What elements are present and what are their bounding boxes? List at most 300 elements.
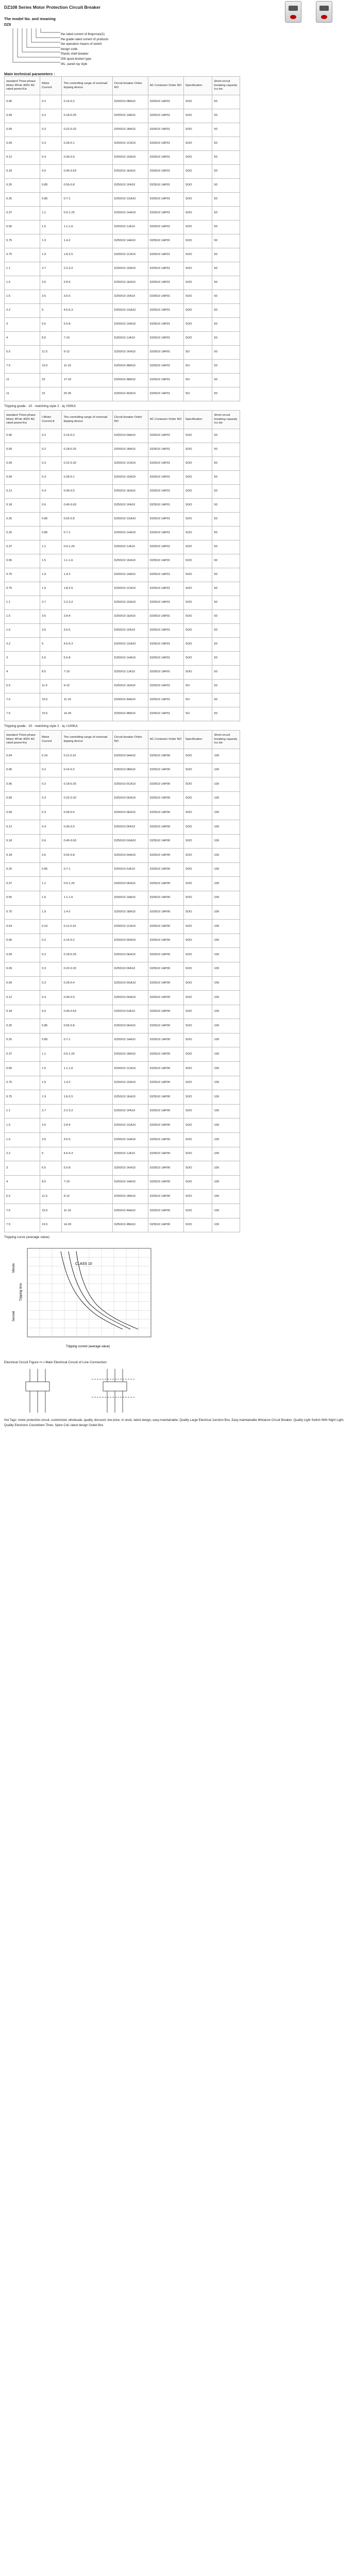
- table-cell: SOO: [183, 920, 212, 934]
- table-header-cell: The controlling range of overload tripping device: [62, 77, 112, 95]
- table-cell: DZ50/10 1GA10: [112, 193, 148, 207]
- table-header-cell: Short-circuit breaking capacity Icu kw: [212, 411, 240, 429]
- table-cell: 0.37: [5, 1047, 40, 1062]
- table-cell: DZ50/10 1EA10: [112, 610, 148, 624]
- table-cell: 100: [212, 806, 240, 820]
- table-row: [5, 1104, 240, 1118]
- table-cell: 0.12: [5, 485, 40, 499]
- table-cell: DZ9510 1AP00: [148, 1033, 183, 1047]
- table-cell: 0.37: [5, 540, 40, 554]
- table-cell: DZ50/10 1GA10: [112, 638, 148, 652]
- table-row: [5, 582, 240, 596]
- table-cell: DZ50/10 4AA10: [112, 693, 148, 707]
- table-cell: DZ9510 1AP01: [148, 680, 183, 693]
- table-cell: 50: [212, 318, 240, 332]
- table-cell: DZ50/10 1BA10: [112, 1190, 148, 1204]
- table-cell: SOO: [183, 276, 212, 290]
- table-cell: DZ9510 1AP01: [148, 707, 183, 721]
- table-cell: 50: [212, 276, 240, 290]
- table-cell: DZ50/10 1DA10: [112, 596, 148, 610]
- table-cell: 0.7-1: [62, 862, 112, 877]
- table-cell: 4: [5, 332, 40, 346]
- table-cell: 0.4: [40, 991, 62, 1005]
- table-cell: SO: [183, 387, 212, 401]
- table-cell: DZ9510 1AP01: [148, 582, 183, 596]
- table-cell: 0.09: [5, 123, 40, 137]
- table-cell: DZ50/10 1BA10: [112, 1047, 148, 1062]
- table-cell: DZ9510 1AP01: [148, 540, 183, 554]
- table-cell: 0.09: [5, 137, 40, 151]
- table-cell: 50: [212, 360, 240, 374]
- table-cell: 0.22-0.32: [62, 791, 112, 806]
- table-cell: 0.12: [5, 820, 40, 834]
- table-cell: 15.5: [40, 707, 62, 721]
- table-cell: DZ9510 1AP00: [148, 1062, 183, 1076]
- table-cell: 0.09: [5, 791, 40, 806]
- table-cell: DZ50/10 1HA10: [112, 652, 148, 666]
- table-cell: 0.22-0.32: [62, 123, 112, 137]
- table-cell: SOO: [183, 234, 212, 248]
- table-cell: 6.5: [40, 318, 62, 332]
- table-cell: SOO: [183, 1076, 212, 1090]
- table-row: [5, 332, 240, 346]
- table-cell: SO: [183, 707, 212, 721]
- table-cell: 1.1-1.6: [62, 554, 112, 568]
- table-cell: 3.5: [40, 1133, 62, 1147]
- table-cell: 8.5: [40, 1175, 62, 1190]
- table-cell: 1.5: [40, 554, 62, 568]
- model-desc-item: WL- panel ray style: [61, 62, 88, 66]
- table-cell: 50: [212, 332, 240, 346]
- table-cell: 50: [212, 554, 240, 568]
- table-cell: 0.25: [5, 179, 40, 193]
- table-cell: 3: [5, 652, 40, 666]
- table-cell: SOO: [183, 429, 212, 443]
- table-cell: DZ50/10 4AA10: [112, 1204, 148, 1218]
- table-header-cell: Specification: [183, 77, 212, 95]
- table-row: [5, 962, 240, 976]
- table-cell: 0.9-1.25: [62, 1047, 112, 1062]
- table-cell: 0.25: [5, 527, 40, 540]
- table-cell: 0.75: [5, 248, 40, 262]
- table-cell: 0.09: [5, 457, 40, 471]
- model-desc-item: Plastic shell breaker: [61, 53, 89, 56]
- table-cell: SOO: [183, 304, 212, 318]
- table-cell: DZ50/10 1EA10: [112, 1090, 148, 1105]
- table-cell: 1.9: [40, 234, 62, 248]
- table-cell: DZ9510 1AP01: [148, 485, 183, 499]
- table-cell: DZ9510 1AP00: [148, 862, 183, 877]
- table-cell: 100: [212, 1118, 240, 1133]
- table-cell: 0.25: [5, 1033, 40, 1047]
- table-row: [5, 820, 240, 834]
- table-cell: 1.5: [40, 1062, 62, 1076]
- table-header-cell: standard Three-phase Motor 4Pole 400V AC rated power.Kw: [5, 411, 40, 429]
- table-cell: SOO: [183, 777, 212, 792]
- table-cell: DZ50/10 4DA10: [112, 387, 148, 401]
- table-cell: 0.18-0.25: [62, 109, 112, 123]
- table-cell: 50: [212, 304, 240, 318]
- table-cell: 1.4-2: [62, 1076, 112, 1090]
- table-cell: DZ50/10 0FA10: [112, 820, 148, 834]
- table-cell: SOO: [183, 1019, 212, 1033]
- table-cell: 1.5: [5, 276, 40, 290]
- table-cell: DZ50/10 1HA10: [112, 207, 148, 221]
- table-row: [5, 485, 240, 499]
- table-cell: 0.55-0.8: [62, 179, 112, 193]
- table-cell: DZ9510 1AP01: [148, 318, 183, 332]
- table-row: [5, 680, 240, 693]
- table-cell: SOO: [183, 568, 212, 582]
- table-row: [5, 1033, 240, 1047]
- table-cell: 100: [212, 891, 240, 905]
- table-cell: 100: [212, 1104, 240, 1118]
- table-cell: SOO: [183, 791, 212, 806]
- table-cell: 7.5: [5, 707, 40, 721]
- table-cell: 1.9: [40, 905, 62, 920]
- table-cell: SOO: [183, 582, 212, 596]
- table-cell: 3.5: [40, 624, 62, 638]
- table-row: [5, 834, 240, 849]
- table-cell: 50: [212, 680, 240, 693]
- table-cell: 7.5: [5, 693, 40, 707]
- table-cell: 0.28-0.4: [62, 806, 112, 820]
- table-cell: DZ9510 1AP01: [148, 527, 183, 540]
- table-cell: 2.7: [40, 596, 62, 610]
- table-cell: DZ50/10 1KA10: [112, 346, 148, 360]
- table-cell: 50: [212, 707, 240, 721]
- table-row: [5, 262, 240, 276]
- table-cell: 5: [40, 638, 62, 652]
- table-cell: 0.85: [40, 179, 62, 193]
- table-row: [5, 221, 240, 234]
- table-row: [5, 179, 240, 193]
- table-cell: SOO: [183, 877, 212, 891]
- table-cell: 0.18: [5, 834, 40, 849]
- table-cell: DZ50/10 1JA10: [112, 666, 148, 680]
- params-table-third: [4, 730, 240, 1232]
- table-cell: DZ50/10 1CA10: [112, 582, 148, 596]
- table-header-cell: AC Contactor Order NO: [148, 731, 183, 749]
- table-cell: 100: [212, 1175, 240, 1190]
- table-row: [5, 513, 240, 527]
- table-cell: 3.5-5: [62, 1133, 112, 1147]
- model-desc-item: the operation means of switch: [61, 43, 102, 46]
- table-cell: 100: [212, 1161, 240, 1176]
- table-cell: 0.3: [40, 962, 62, 976]
- table-cell: 0.18: [5, 849, 40, 863]
- curve-yaxis: Tripping time: [20, 1283, 23, 1301]
- table-cell: DZ50/10 1BA10: [112, 905, 148, 920]
- table-row: [5, 304, 240, 318]
- model-desc-item: the rated current of thejurnas(A): [61, 33, 105, 36]
- curve-heading: Tripping curve (average value): [4, 1235, 49, 1240]
- table-cell: 1.9: [40, 1076, 62, 1090]
- table-cell: 0.6: [40, 165, 62, 179]
- table-cell: DZ50/10 0KA10: [112, 1019, 148, 1033]
- table-cell: 0.25: [5, 862, 40, 877]
- table-cell: 0.18: [5, 165, 40, 179]
- table-row: [5, 1175, 240, 1190]
- table-cell: DZ9510 1AP00: [148, 1019, 183, 1033]
- table-cell: 1.5: [5, 610, 40, 624]
- table-cell: 3.5: [40, 610, 62, 624]
- table-row: [5, 193, 240, 207]
- model-desc-item: design code: [61, 47, 78, 51]
- table-cell: DZ9510 1AP00: [148, 806, 183, 820]
- table-row: [5, 360, 240, 374]
- table-cell: DZ50/10 1DA10: [112, 1076, 148, 1090]
- table-cell: 0.16: [40, 920, 62, 934]
- table-cell: 1.9: [40, 1090, 62, 1105]
- table-cell: DZ9510 1AP01: [148, 151, 183, 165]
- table-header-cell: Circuit breaker Order NO: [112, 411, 148, 429]
- table-cell: 1.1: [40, 1047, 62, 1062]
- table-cell: DZ50/10 1JA10: [112, 221, 148, 234]
- table-cell: 0.14-0.2: [62, 763, 112, 777]
- table-cell: 1.5: [5, 1118, 40, 1133]
- table-cell: 0.3: [40, 137, 62, 151]
- table-cell: 0.2: [40, 109, 62, 123]
- table-cell: 100: [212, 1218, 240, 1232]
- table-cell: SOO: [183, 471, 212, 485]
- table-cell: SOO: [183, 318, 212, 332]
- table-row: [5, 374, 240, 387]
- table-cell: 100: [212, 948, 240, 962]
- table-cell: 5.5-8: [62, 1161, 112, 1176]
- table-row: [5, 1118, 240, 1133]
- table-cell: DZ50/10 1KA10: [112, 680, 148, 693]
- circuit-heading: Electrical Circuit Figure /<-/-Main Electrical Circuit of Line Connection: [4, 1361, 107, 1365]
- table-row: [5, 554, 240, 568]
- table-cell: 100: [212, 777, 240, 792]
- table-cell: 0.55: [5, 554, 40, 568]
- table-cell: 0.11-0.16: [62, 749, 112, 764]
- table-cell: DZ50/10 1CA10: [112, 920, 148, 934]
- table-row: [5, 1204, 240, 1218]
- table-cell: DZ50/10 0AA10: [112, 429, 148, 443]
- table-header-cell: Motor Current: [40, 731, 62, 749]
- table-cell: 0.09: [5, 976, 40, 991]
- table-cell: 100: [212, 1062, 240, 1076]
- table-cell: 1.8-2.5: [62, 582, 112, 596]
- table-header-cell: standard Three-phase Motor 4Pole 400V AC rated power.Kw: [5, 731, 40, 749]
- table-cell: DZ50/10 4BA10: [112, 707, 148, 721]
- table-cell: DZ50/10 1EA10: [112, 165, 148, 179]
- model-desc-item: the grade rated current of products: [61, 38, 109, 41]
- table-cell: 4.5-6.3: [62, 304, 112, 318]
- table-cell: DZ9510 1AP00: [148, 834, 183, 849]
- table-cell: 2.2-3.2: [62, 596, 112, 610]
- table-cell: 1.1: [5, 596, 40, 610]
- table-cell: 100: [212, 934, 240, 948]
- curve-class: CLASS 10: [75, 1262, 92, 1266]
- table-row: [5, 123, 240, 137]
- table-cell: DZ50/10 1CA10: [112, 1062, 148, 1076]
- table-cell: DZ50/10 0DA10: [112, 791, 148, 806]
- table-cell: 1.1: [40, 540, 62, 554]
- table-header-cell: I-Motor Current A: [40, 411, 62, 429]
- table-cell: 0.09: [5, 948, 40, 962]
- table-cell: 100: [212, 791, 240, 806]
- table-cell: 1.8-2.5: [62, 248, 112, 262]
- table-cell: DZ50/10 4BA10: [112, 360, 148, 374]
- table-cell: 3.5: [40, 290, 62, 304]
- table-cell: DZ9510 1AP01: [148, 360, 183, 374]
- table-cell: DZ9510 1AP00: [148, 1133, 183, 1147]
- model-leader-lines: [11, 27, 63, 66]
- table-cell: DZ9510 1AP01: [148, 304, 183, 318]
- table-row: [5, 652, 240, 666]
- table-cell: 0.75: [5, 582, 40, 596]
- table-row: [5, 891, 240, 905]
- table-cell: 4: [5, 666, 40, 680]
- table-row: [5, 777, 240, 792]
- table-cell: DZ50/10 0GA10: [112, 834, 148, 849]
- table-cell: 50: [212, 693, 240, 707]
- table-cell: DZ50/10 1EA10: [112, 485, 148, 499]
- table-cell: 100: [212, 1033, 240, 1047]
- table-cell: 100: [212, 1190, 240, 1204]
- table-cell: 50: [212, 638, 240, 652]
- table-cell: DZ9510 1AP00: [148, 948, 183, 962]
- table-cell: 0.4: [40, 485, 62, 499]
- table-cell: SOO: [183, 834, 212, 849]
- table-cell: 50: [212, 346, 240, 360]
- table-cell: 0.09: [5, 109, 40, 123]
- table-cell: 7-10: [62, 332, 112, 346]
- table-cell: 1.1: [5, 1104, 40, 1118]
- table-cell: 100: [212, 1090, 240, 1105]
- table-cell: 0.4: [40, 151, 62, 165]
- table-cell: 50: [212, 443, 240, 457]
- table-cell: SOO: [183, 1161, 212, 1176]
- table-cell: SOO: [183, 1118, 212, 1133]
- table-cell: DZ50/10 0HA10: [112, 991, 148, 1005]
- table-row: [5, 624, 240, 638]
- table-cell: 0.85: [40, 527, 62, 540]
- table-cell: 7-10: [62, 1175, 112, 1190]
- table-cell: 50: [212, 95, 240, 109]
- model-code: DZ8: [4, 23, 11, 27]
- table-cell: 0.2: [40, 429, 62, 443]
- product-photo-2: [316, 1, 332, 23]
- table-cell: 0.36-0.5: [62, 151, 112, 165]
- note-2: Tripping grade : 10 . matching style 2 . Iq =100KA: [4, 724, 78, 728]
- table-cell: 100: [212, 991, 240, 1005]
- table-cell: DZ9510 1AP01: [148, 513, 183, 527]
- table-row: [5, 387, 240, 401]
- table-cell: DZ50/10 1DA10: [112, 262, 148, 276]
- table-cell: DZ9510 1AP00: [148, 877, 183, 891]
- table-cell: DZ9510 1AP01: [148, 346, 183, 360]
- table-cell: DZ50/10 1GA10: [112, 513, 148, 527]
- table-cell: 4.5-6.3: [62, 638, 112, 652]
- table-cell: DZ50/10 1CA10: [112, 248, 148, 262]
- product-photo-1: [285, 1, 301, 23]
- table-cell: 0.2: [40, 948, 62, 962]
- table-cell: DZ50/10 1EA10: [112, 276, 148, 290]
- table-cell: 0.14-0.2: [62, 429, 112, 443]
- table-cell: 100: [212, 862, 240, 877]
- table-cell: DZ9510 1AP01: [148, 276, 183, 290]
- table-cell: 100: [212, 877, 240, 891]
- table-cell: 0.06: [5, 777, 40, 792]
- table-header-row: [5, 731, 240, 749]
- table-cell: 50: [212, 193, 240, 207]
- table-cell: SOO: [183, 207, 212, 221]
- table-cell: DZ50/10 0DA10: [112, 934, 148, 948]
- table-cell: 0.6: [40, 834, 62, 849]
- table-cell: 50: [212, 207, 240, 221]
- table-cell: SOO: [183, 513, 212, 527]
- table-cell: SOO: [183, 499, 212, 513]
- table-cell: DZ50/10 0JA10: [112, 862, 148, 877]
- table-cell: 50: [212, 109, 240, 123]
- table-cell: 0.14-0.2: [62, 95, 112, 109]
- table-cell: 8.5: [40, 332, 62, 346]
- table-cell: 0.16: [40, 749, 62, 764]
- product-images: [285, 1, 332, 23]
- table-header-cell: Motor Current: [40, 77, 62, 95]
- table-cell: 100: [212, 905, 240, 920]
- table-cell: DZ50/10 0EA10: [112, 948, 148, 962]
- table-cell: 50: [212, 151, 240, 165]
- table-cell: 2.7: [40, 1104, 62, 1118]
- table-row: [5, 248, 240, 262]
- table-row: [5, 638, 240, 652]
- table-cell: 0.7-1: [62, 527, 112, 540]
- table-cell: 3.5: [40, 276, 62, 290]
- table-cell: 1.5: [5, 290, 40, 304]
- table-row: [5, 568, 240, 582]
- table-cell: 0.85: [40, 1019, 62, 1033]
- table-cell: DZ9510 1AP00: [148, 1161, 183, 1176]
- table-cell: 100: [212, 763, 240, 777]
- table-cell: DZ50/10 0JA10: [112, 1005, 148, 1019]
- table-cell: 22: [40, 374, 62, 387]
- table-cell: 50: [212, 540, 240, 554]
- table-cell: 0.09: [5, 806, 40, 820]
- table-header-cell: Specification: [183, 731, 212, 749]
- table-cell: SOO: [183, 610, 212, 624]
- table-cell: 0.04: [5, 749, 40, 764]
- table-cell: SOO: [183, 1090, 212, 1105]
- table-cell: 50: [212, 234, 240, 248]
- table-cell: 20-25: [62, 387, 112, 401]
- table-cell: 0.18-0.25: [62, 443, 112, 457]
- table-cell: 0.6: [40, 849, 62, 863]
- table-cell: 0.75: [5, 568, 40, 582]
- table-cell: SOO: [183, 1175, 212, 1190]
- table-cell: DZ9510 1AP01: [148, 499, 183, 513]
- table-cell: DZ50/10 1JA10: [112, 540, 148, 554]
- table-cell: 0.28-0.1: [62, 137, 112, 151]
- table-row: [5, 991, 240, 1005]
- table-cell: DZ50/10 1AA10: [112, 109, 148, 123]
- table-cell: SOO: [183, 749, 212, 764]
- table-cell: SOO: [183, 763, 212, 777]
- table-cell: DZ9510 1AP00: [148, 1005, 183, 1019]
- table-cell: 0.6: [40, 1005, 62, 1019]
- table-cell: 0.25: [5, 1019, 40, 1033]
- tripping-curve-chart: [4, 1244, 159, 1352]
- table-cell: 100: [212, 820, 240, 834]
- table-cell: DZ50/10 1HA10: [112, 527, 148, 540]
- table-cell: 0.9-1.25: [62, 877, 112, 891]
- table-cell: 7.5: [5, 1218, 40, 1232]
- table-row: [5, 905, 240, 920]
